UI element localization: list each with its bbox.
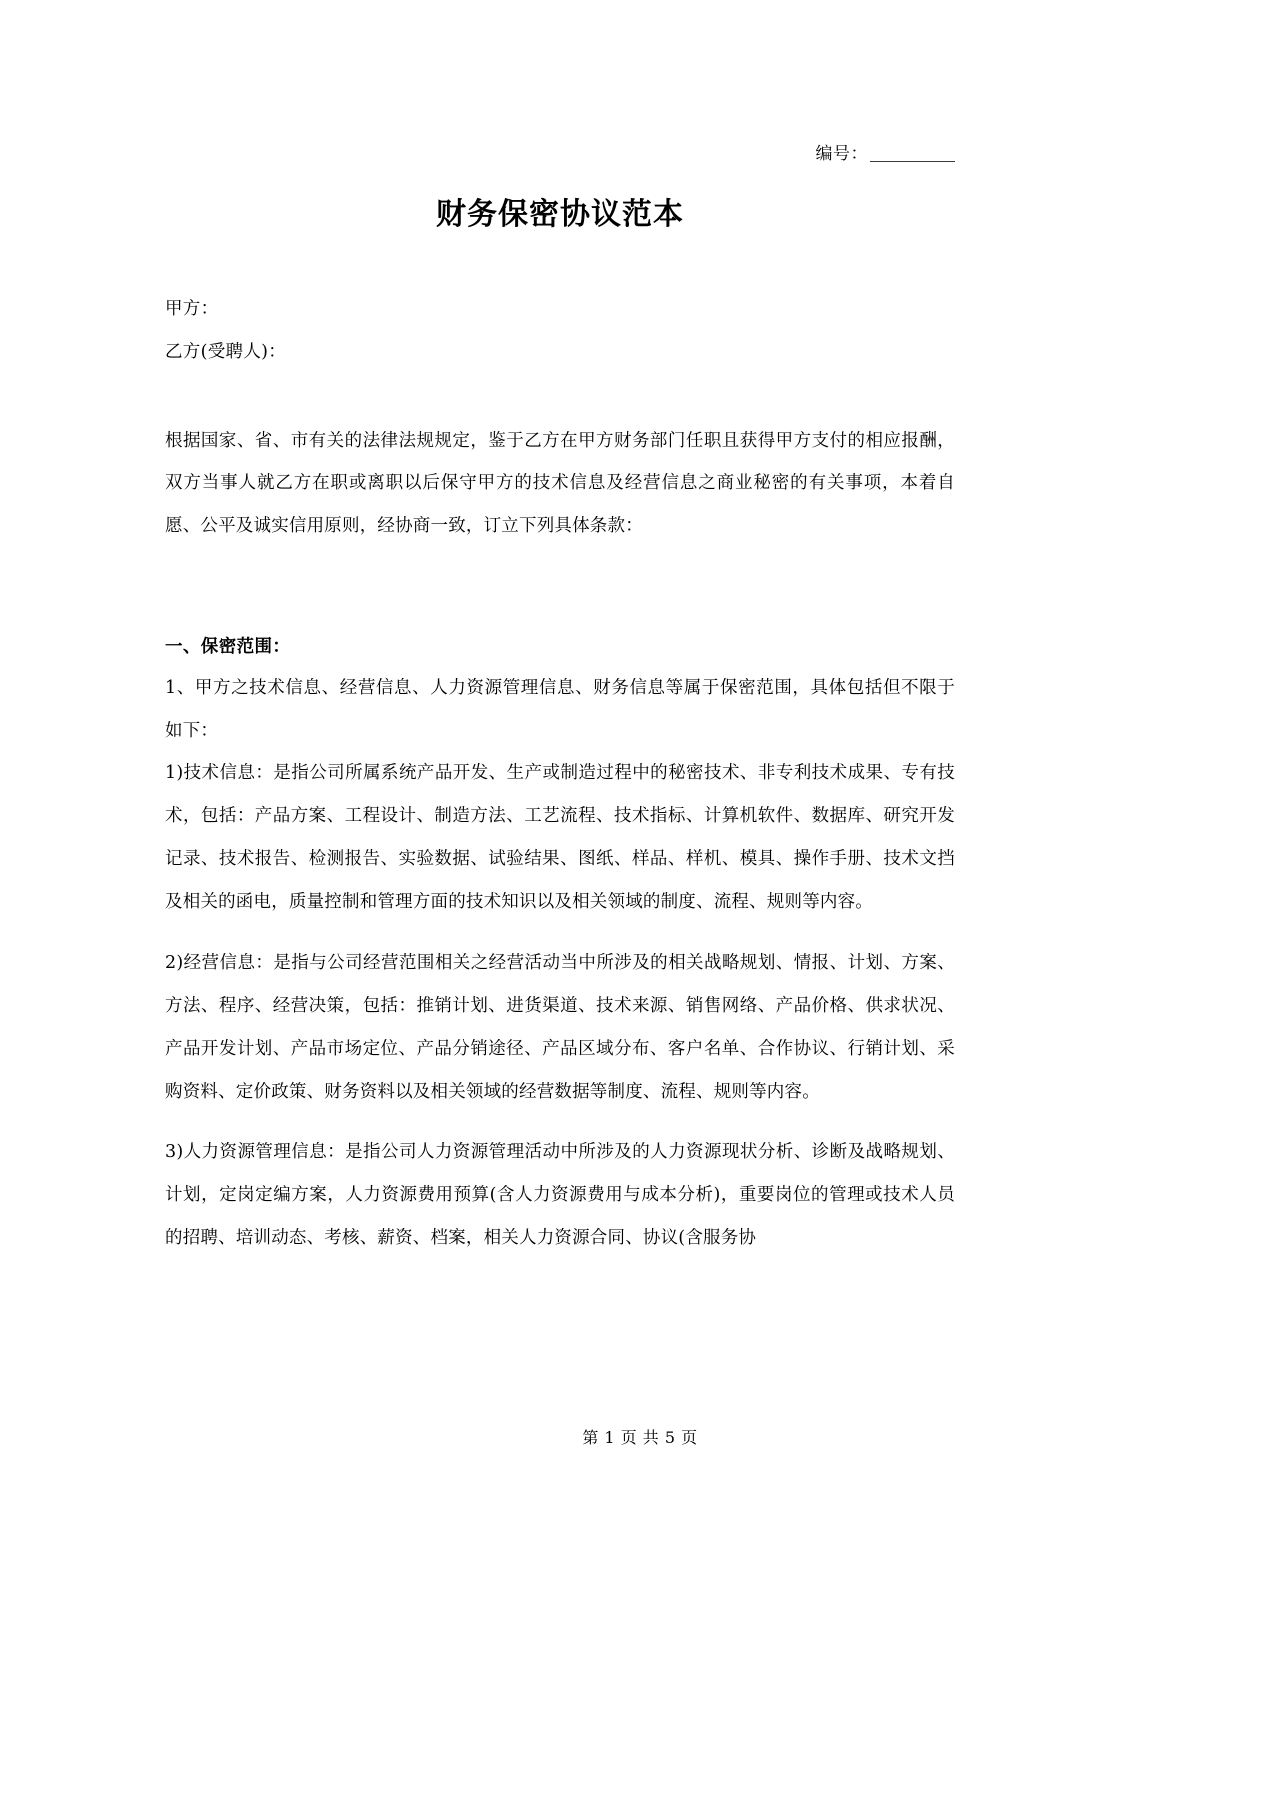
parties-block [165,288,955,374]
clause-1-1-technical-info: 1)技术信息：是指公司所属系统产品开发、生产或制造过程中的秘密技术、非专利技术成果、专有技术，包括：产品方案、工程设计、制造方法、工艺流程、技术指标、计算机软件、数据库、研究开发记录、技术报告、检测报告、实验数据、试验结果、图纸、样品、样机、模具、操作手册、技术文挡及相关的函电，质量控制和管理方面的技术知识以及相关领域的制度、流程、规则等内容。 [165,763,955,913]
spacer-before-clause-1-3 [165,1113,955,1131]
document-number-line [165,143,955,167]
section-one-heading: 一、保密范围： [165,637,291,658]
document-body [165,0,955,1260]
party-a-line: 甲方： [165,298,219,319]
clause-1-2-business-info: 2)经营信息：是指与公司经营范围相关之经营活动当中所涉及的相关战略规划、情报、计划、方案、方法、程序、经营决策，包括：推销计划、进货渠道、技术来源、销售网络、产品价格、供求状况、产品开发计划、产品市场定位、产品分销途径、产品区域分布、客户名单、合作协议、行销计划、采购资料、定价政策、财务资料以及相关领域的经营数据等制度、流程、规则等内容。 [165,952,955,1102]
clause-1: 1、甲方之技术信息、经营信息、人力资源管理信息、财务信息等属于保密范围，具体包括但不限于如下： [165,677,955,741]
spacer-before-section-one [165,548,955,594]
page-footer: 第 1 页 共 5 页 [582,1428,698,1447]
spacer-before-clause-1-2 [165,924,955,942]
document-number-blank[interactable] [870,161,955,162]
spacer-after-parties [165,374,955,420]
spacer-before-section-one-extra [165,594,955,628]
clause-1-3-hr-info: 3)人力资源管理信息：是指公司人力资源管理活动中所涉及的人力资源现状分析、诊断及战略规划、计划，定岗定编方案，人力资源费用预算(含人力资源费用与成本分析)，重要岗位的管理或技术人员的招聘、培训动态、考核、薪资、档案，相关人力资源合同、协议(含服务协 [165,1142,955,1249]
party-b-line: 乙方(受聘人)： [165,341,287,362]
document-number-label: 编号： [815,144,868,164]
preamble-paragraph: 根据国家、省、市有关的法律法规规定，鉴于乙方在甲方财务部门任职且获得甲方支付的相应报酬，双方当事人就乙方在职或离职以后保守甲方的技术信息及经营信息之商业秘密的有关事项，本着自愿、公平及诚实信用原则，经协商一致，订立下列具体条款： [165,430,955,537]
page-title: 财务保密协议范本 [436,196,684,232]
